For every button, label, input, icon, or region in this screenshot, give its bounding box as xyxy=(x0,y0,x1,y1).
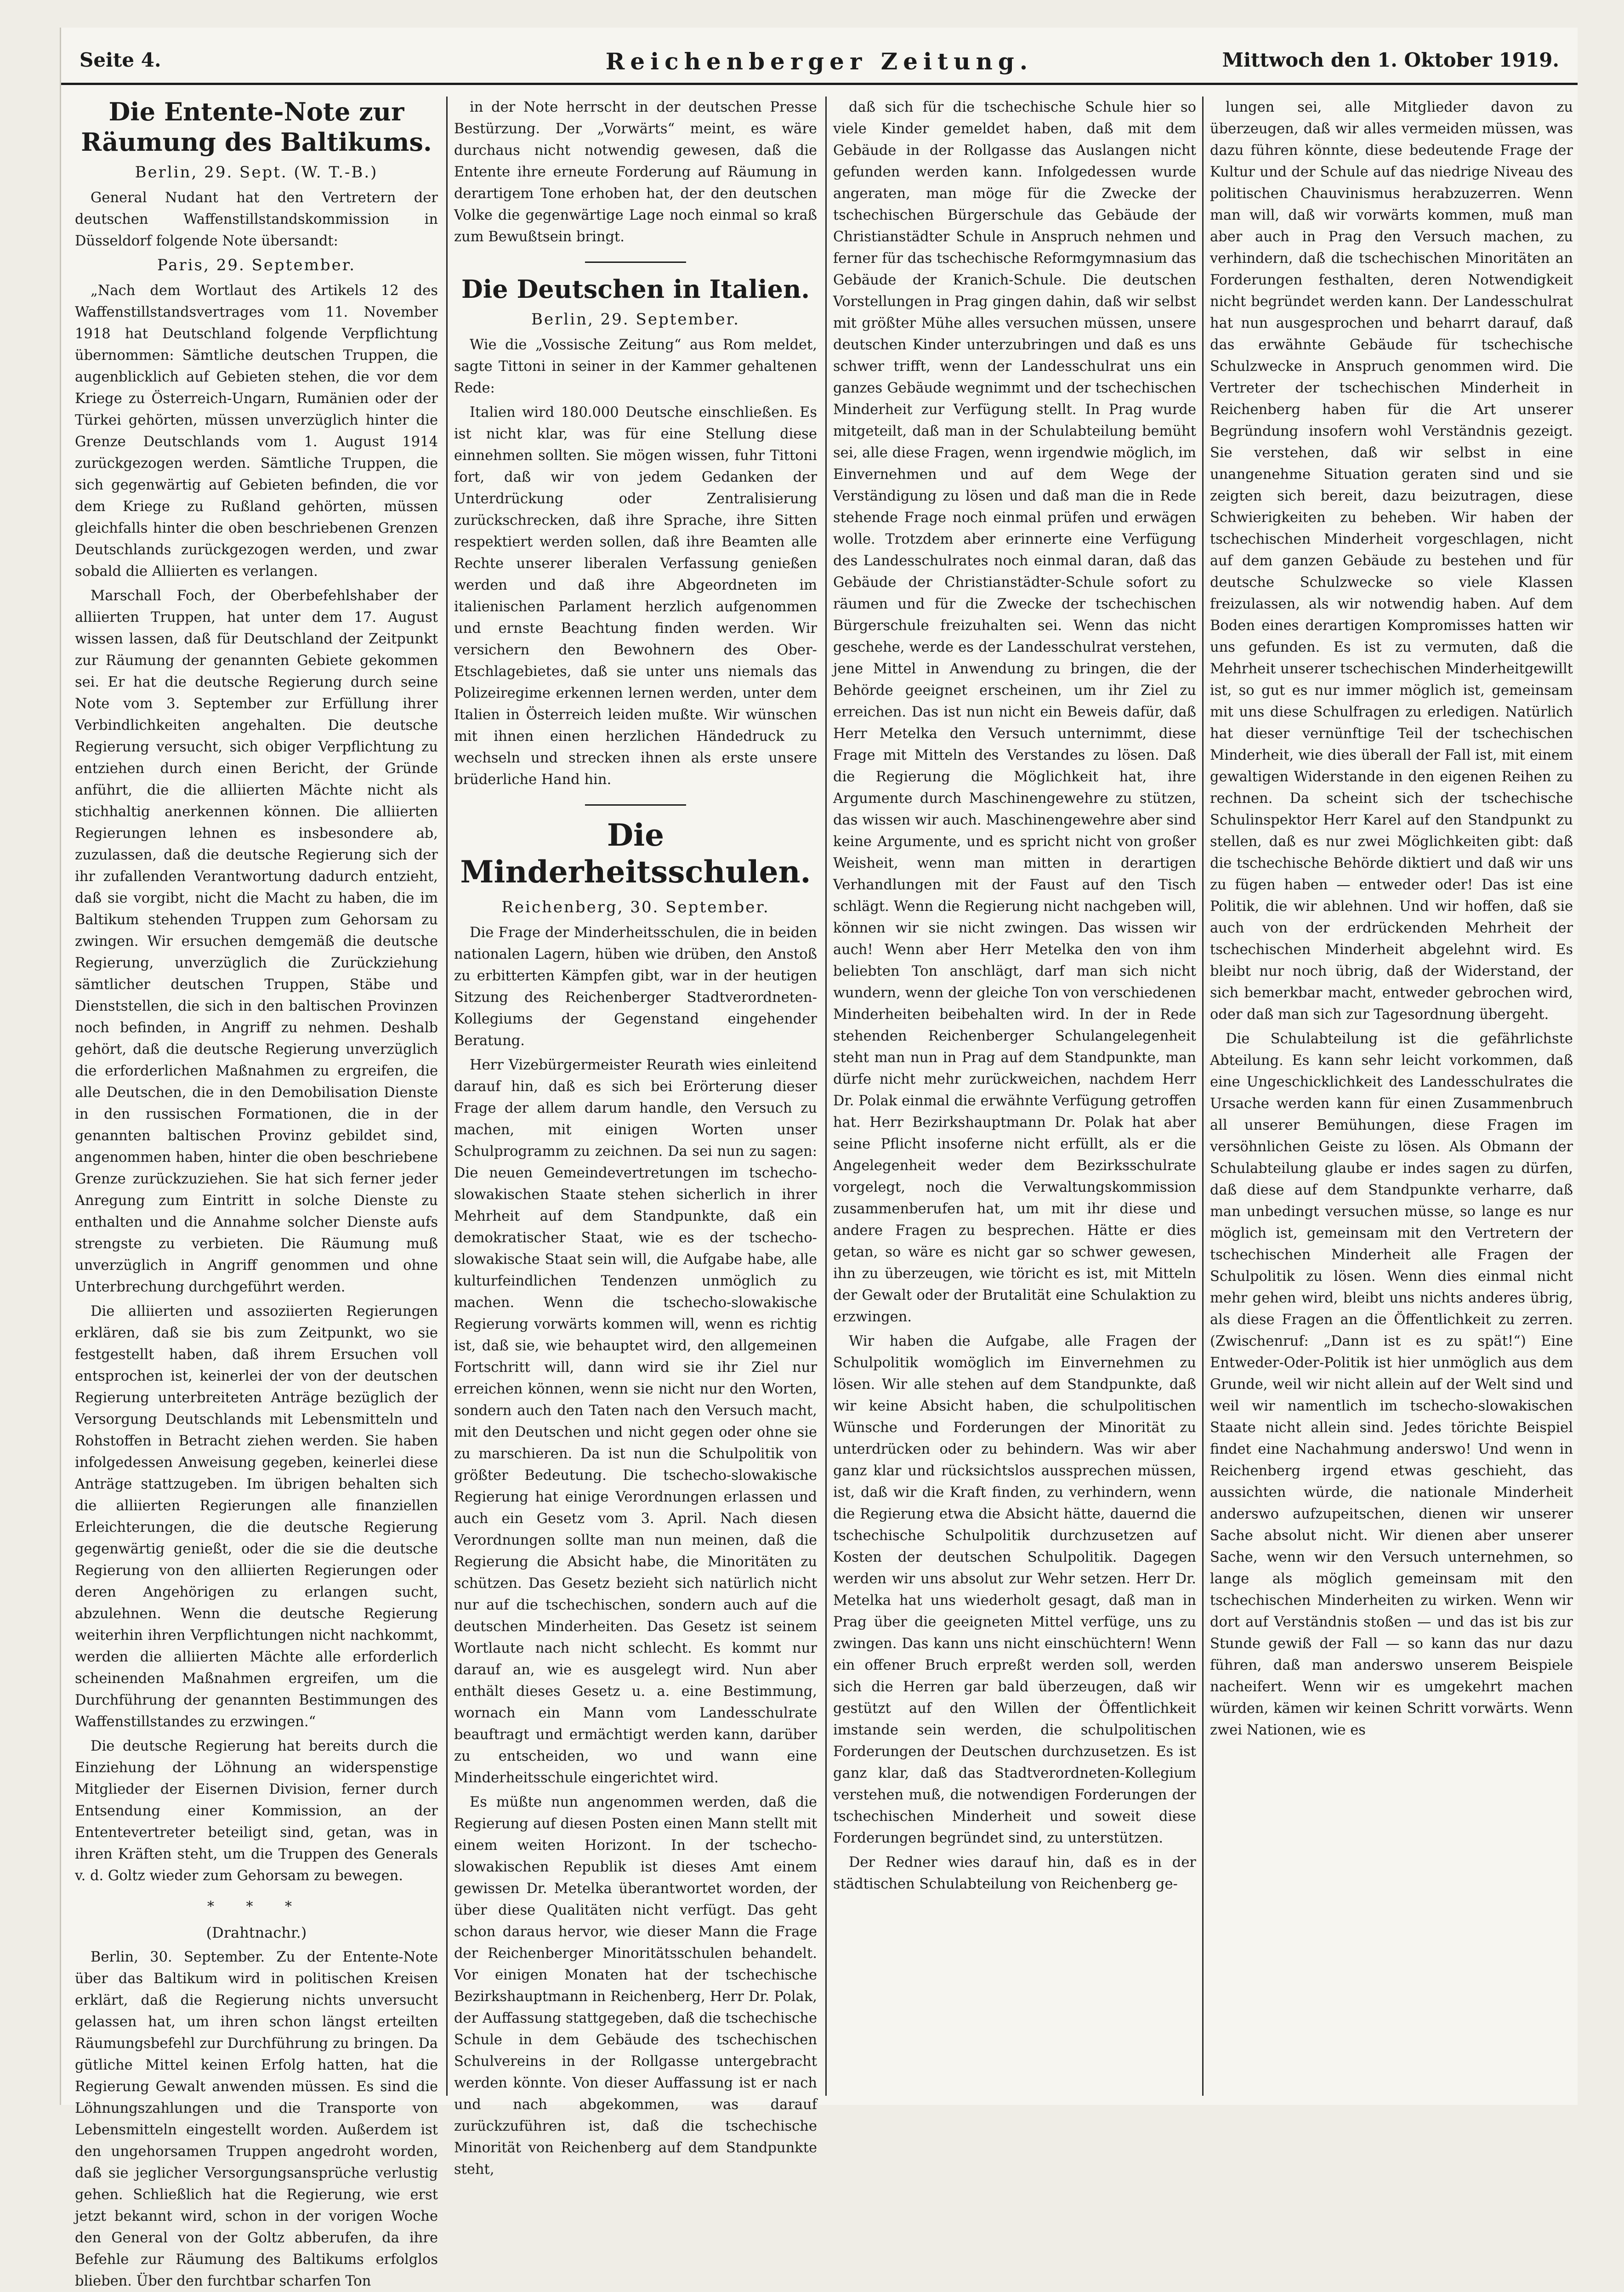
article-paragraph: General Nudant hat den Vertretern der deutschen Waffenstillstandskommission in Düsseldorf folgende Note übersandt: xyxy=(75,190,438,249)
article-paragraph: Italien wird 180.000 Deutsche einschließen. Es ist nicht klar, was für eine Stellung diese einnehmen sollten. Sie mögen wissen, fuhr Tittoni fort, daß wir von jedem Gedanken der Unterdrückung oder Zentralisierung zurückschrecken, daß ihre Sprache, ihre Sitten respektiert werden sollen, daß ihre Beamten alle Rechte unserer liberalen Verfassung genießen werden und daß ihre Abgeordneten im italienischen Parlament herzlich aufgenommen und ernste Beachtung finden werden. Wir versichern den Bewohnern des Ober-Etschlagebietes, daß sie unter uns niemals das Polizeiregime erkennen lernen werden, unter dem Italien in Österreich leiden mußte. Wir wünschen mit ihnen einen herzlichen Händedruck zu wechseln und strecken ihnen als erste unsere brüderliche Hand hin. xyxy=(454,404,817,788)
column-3 xyxy=(833,97,1196,2096)
article-paragraph: Die deutsche Regierung hat bereits durch die Einziehung der Löhnung an widerspenstige Mitglieder der Eisernen Division, ferner durch Entsendung einer Kommission, an der Ententevertreter beteiligt sind, getan, was in ihren Kräften steht, um die Truppen des Generals v. d. Goltz wieder zum Gehorsam zu bewegen. xyxy=(75,1738,438,1884)
article-paragraph: Die Schulabteilung ist die gefährlichste Abteilung. Es kann sehr leicht vorkommen, daß eine Ungeschicklichkeit des Landesschulrates die Ursache werden kann für einen Zusammenbruch all unserer Bemühungen, diese Fragen im versöhnlichen Geiste zu lösen. Als Obmann der Schulabteilung glaube er indes sagen zu dürfen, daß diese auf dem Standpunkte verharre, daß man unbedingt versuchen müsse, so lange es nur möglich ist, gemeinsam mit den Vertretern der tschechischen Minderheit alle Fragen der Schulpolitik zu lösen. Wenn dies einmal nicht mehr gehen wird, bleibt uns nichts anderes übrig, als diese Fragen an die Öffentlichkeit zu zerren. (Zwischenruf: „Dann ist es zu spät!“) Eine Entweder-Oder-Politik ist hier unmöglich aus dem Grunde, weil wir nicht allein auf der Welt sind und weil wir namentlich im tschecho-slowakischen Staate nicht allein sind. Jedes törichte Beispiel findet eine Nachahmung anderswo! Und wenn in Reichenberg irgend etwas geschieht, das aussichten würde, die nationale Minderheit anderswo aufzupeitschen, dienen wir unserer Sache absolut nicht. Wir dienen aber unserer Sache, wenn wir den Versuch unternehmen, so lange als möglich gemeinsam mit den tschechischen Minderheiten zu wirken. Wenn wir dort auf Verständnis stoßen — und das ist bis zur Stunde gewiß der Fall — so kann das nur dazu führen, daß man anderswo unserem Beispiele nacheifert. Wenn wir es umgekehrt machen würden, kämen wir keinen Schritt vorwärts. Wenn zwei Nationen, wie es xyxy=(1210,1031,1573,1738)
article-separator xyxy=(585,262,686,263)
article-paragraph: Die Frage der Minderheitsschulen, die in beiden nationalen Lagern, hüben wie drüben, den Anstoß zu erbitterten Kämpfen gibt, war in der heutigen Sitzung des Reichenberger Stadtverordneten-Kollegiums der Gegenstand eingehender Beratung. xyxy=(454,925,817,1049)
article-separator xyxy=(585,804,686,806)
article-paragraph: Wir haben die Aufgabe, alle Fragen der Schulpolitik womöglich im Einvernehmen zu lösen. Wir alle stehen auf dem Standpunkte, daß wir keine Absicht haben, die schulpolitischen Wünsche und Forderungen der Minorität zu unterdrücken oder zu behindern. Was wir aber ganz klar und rücksichtslos aussprechen müssen, ist, daß wir die Kraft finden, zu verhindern, wenn die Regierung etwa die Absicht hätte, dauernd die tschechische Schulpolitik durchzusetzen auf Kosten der deutschen Schulpolitik. Dagegen werden wir uns absolut zur Wehr setzen. Herr Dr. Metelka hat uns wiederholt gesagt, daß man in Prag über die geeigneten Mittel verfüge, uns zu zwingen. Das kann uns nicht einschüchtern! Wenn ein offener Bruch erpreßt werden soll, werden sich die Herren gar bald überzeugen, daß wir gestützt auf den Willen der Öffentlichkeit imstande sein werden, die schulpolitischen Forderungen der Deutschen durchzusetzen. Es ist ganz klar, daß das Stadtverordneten-Kollegium verstehen muß, die notwendigen Forderungen der tschechischen Minderheit und soweit diese Forderungen begründet sind, zu unterstützen. xyxy=(833,1333,1196,1846)
article-headline-italien: Die Deutschen in Italien. xyxy=(461,274,810,304)
article-paragraph: Die alliierten und assoziierten Regierungen erklären, daß sie bis zum Zeitpunkt, wo sie festgestellt haben, daß ihrem Ersuchen voll entsprochen ist, keinerlei der von der deutschen Regierung unterbreiteten Anträge bezüglich der Versorgung Deutschlands mit Lebensmitteln und Rohstoffen in Betracht ziehen werden. Sie haben infolgedessen Anweisung gegeben, keinerlei diese Anträge stattzugeben. Im übrigen behalten sich die alliierten Regierungen alle finanziellen Erleichterungen, die die deutsche Regierung gegenwärtig genießt, oder die sie die deutsche Regierung von den alliierten Regierungen oder deren Angehörigen zu erlangen sucht, abzulehnen. Wenn die deutsche Regierung weiterhin ihren Verpflichtungen nicht nachkommt, werden die alliierten Mächte alle erforderlich scheinenden Maßnahmen ergreifen, um die Durchführung der genannten Bestimmungen des Waffenstillstandes zu erzwingen.“ xyxy=(75,1303,438,1730)
article-paragraph: „Nach dem Wortlaut des Artikels 12 des Waffenstillstandsvertrages vom 11. November 1918 hat Deutschland folgende Verpflichtung übernommen: Sämtliche deutschen Truppen, die augenblicklich auf Gebieten stehen, die vor dem Kriege zu Österreich-Ungarn, Rumänien oder der Türkei gehörten, müssen unverzüglich hinter die Grenze Deutschlands vom 1. August 1914 zurückgezogen werden. Sämtliche Truppen, die sich gegenwärtig auf Gebieten befinden, die vor dem Kriege zu Rußland gehörten, müssen gleichfalls hinter die oben beschriebenen Grenzen Deutschlands zurückgezogen werden, und zwar sobald die Alliierten es verlangen. xyxy=(75,283,438,580)
column-rule xyxy=(446,97,448,2096)
section-stars: * * * xyxy=(207,1899,306,1915)
masthead xyxy=(61,46,1578,85)
newspaper-title: Reichenberger Zeitung. xyxy=(605,48,1033,75)
article-paragraph: Der Redner wies darauf hin, daß es in der städtischen Schulabteilung von Reichenberg ge- xyxy=(833,1854,1196,1892)
article-headline-minderheitsschulen: Die Minderheitsschulen. xyxy=(460,817,811,890)
article-paragraph: Herr Vizebürgermeister Reurath wies einleitend darauf hin, daß es sich bei Erörterung dieser Frage der allem darum handle, den Versuch zu machen, mit einigen Worten unser Schulprogramm zu zeichnen. Da sei nun zu sagen: Die neuen Gemeindevertretungen im tschecho-slowakischen Staate stehen sicherlich in ihrer Mehrheit auf dem Standpunkte, daß ein demokratischer Staat, wie es der tschecho-slowakische Staat sein will, die Aufgabe habe, alle kulturfeindlichen Tendenzen unmöglich zu machen. Wenn die tschecho-slowakische Regierung vorwärts kommen will, wenn es richtig ist, daß sie, wie behauptet wird, den allgemeinen Fortschritt will, dann wird sie ihr Ziel nur erreichen können, wenn sie nicht nur den Worten, sondern auch den Taten nach den Versuch macht, mit den Deutschen und nicht gegen oder ohne sie zu marschieren. Da ist nun die Schulpolitik von größter Bedeutung. Die tschecho-slowakische Regierung hat einige Verordnungen erlassen und auch ein Gesetz vom 3. April. Nach diesen Verordnungen sollte man nun meinen, daß die Regierung die Absicht habe, die Minoritäten zu schützen. Das Gesetz bezieht sich natürlich nicht nur auf die tschechischen, sondern auch auf die deutschen Minderheiten. Das Gesetz ist seinem Wortlaute nach nicht schlecht. Es kommt nur darauf an, wie es ausgelegt wird. Nun aber enthält dieses Gesetz u. a. eine Bestimmung, wornach ein Mann vom Landesschulrate beauftragt und ermächtigt werden kann, darüber zu entscheiden, wo und wann eine Minderheitsschule eingerichtet wird. xyxy=(454,1057,817,1786)
article-paragraph: Berlin, 30. September. Zu der Entente-Note über das Baltikum wird in politischen Kreisen erklärt, daß die Regierung nichts unversucht gelassen hat, um ihren schon längst erteilten Räumungsbefehl zur Durchführung zu bringen. Da gütliche Mittel keinen Erfolg hatten, hat die Regierung Gewalt anwenden müssen. Es sind die Löhnungszahlungen und die Transporte von Lebensmitteln eingestellt worden. Außerdem ist den ungehorsamen Truppen angedroht worden, daß sie jeglicher Versorgungsansprüche verlustig gehen. Schließlich hat die Regierung, wie erst jetzt bekannt wird, schon in der vorigen Woche den General von der Goltz abberufen, da ihre Befehle zur Räumung des Baltikums erfolglos blieben. Über den furchtbar scharfen Ton xyxy=(75,1949,438,2289)
article-dateline: Berlin, 29. September. xyxy=(531,310,740,329)
newspaper-page xyxy=(60,28,1578,2289)
column-2 xyxy=(454,97,817,2178)
wire-tag: (Drahtnachr.) xyxy=(206,1924,307,1941)
page-number: Seite 4. xyxy=(79,49,161,71)
article-dateline: Reichenberg, 30. September. xyxy=(501,898,770,916)
article-headline-entente-note: Die Entente-Note zur Räumung des Baltikums. xyxy=(81,97,432,157)
article-dateline: Berlin, 29. Sept. (W. T.-B.) xyxy=(135,163,378,182)
article-paragraph: Wie die „Vossische Zeitung“ aus Rom meldet, sagte Tittoni in seiner in der Kammer gehaltenen Rede: xyxy=(454,337,817,396)
article-paragraph: daß sich für die tschechische Schule hier so viele Kinder gemeldet haben, daß mit dem Gebäude in der Rollgasse das Auslangen nicht gefunden werden kann. Infolgedessen wurde angeraten, man möge für die Zwecke der tschechischen Bürgerschule das Gebäude der Christianstädter Schule in Anspruch nehmen und ferner für das tschechische Reformgymnasium das Gebäude der Kranich-Schule. Die deutschen Vorstellungen in Prag gingen dahin, daß wir selbst mit größter Mühe alles versuchen müssen, unsere deutschen Kinder unterzubringen und daß es uns schwer trifft, wenn der Landesschulrat uns ein ganzes Gebäude wegnimmt und der tschechischen Minderheit zur Verfügung stellt. In Prag wurde mitgeteilt, daß man in der Schulabteilung bemüht sei, alle diese Fragen, wenn irgendwie möglich, im Einvernehmen und auf dem Wege der Verständigung zu lösen und daß man die in Rede stehende Frage noch einmal prüfen und erwägen wolle. Trotzdem aber erinnerte eine Verfügung des Landesschulrates noch einmal daran, daß das Gebäude der Christianstädter-Schule sofort zu räumen und für die Zwecke der tschechischen Bürgerschule freizuhalten sei. Wenn das nicht geschehe, werde es der Landesschulrat verstehen, jene Mittel in Anwendung zu bringen, die der Behörde geeignet erscheinen, um ihr Ziel zu erreichen. Das ist nun nicht ein Beweis dafür, daß Herr Metelka den Versuch unternimmt, diese Frage mit Mitteln des Verstandes zu lösen. Daß die Regierung die Möglichkeit hat, ihre Argumente durch Maschinengewehre zu stützen, das wissen wir auch. Maschinengewehre aber sind keine Argumente, und es spricht nicht von großer Weisheit, wenn man mitten in derartigen Verhandlungen mit der Faust auf den Tisch schlägt. Wenn die Regierung nicht nachgeben will, können wir sie nicht zwingen. Das wissen wir auch! Wenn aber Herr Metelka den von ihm beliebten Ton anschlägt, darf man sich nicht wundern, wenn der gleiche Ton von verschiedenen Minderheiten beibehalten wird. In der in Rede stehenden Reichenberger Schulangelegenheit steht man nun in Prag auf dem Standpunkte, man dürfe nicht mehr zurückweichen, nachdem Herr Dr. Polak einmal die erwähnte Verfügung getroffen hat. Herr Bezirkshauptmann Dr. Polak hat aber seine Pflicht insoferne nicht erfüllt, als er die Angelegenheit weder dem Bezirksschulrate vorgelegt, noch die Verwaltungskommission zusammenberufen hat, um mit ihr diese und andere Fragen zu besprechen. Hätte er dies getan, so wäre es nicht gar so schwer gewesen, ihn zu überzeugen, wie töricht es ist, mit Mitteln der Gewalt oder der Brutalität eine Schulaktion zu erzwingen. xyxy=(833,99,1196,1325)
column-rule xyxy=(1202,97,1204,2096)
column-4 xyxy=(1210,97,1573,2096)
article-paragraph: lungen sei, alle Mitglieder davon zu überzeugen, daß wir alles vermeiden müssen, was dazu führen könnte, diese bedeutende Frage der Kultur und der Schule auf das niedrige Niveau des politischen Chauvinismus herabzuzerren. Wenn man will, daß wir vorwärts kommen, muß man aber auch in Prag den Versuch machen, zu verhindern, daß die tschechischen Minoritäten an Forderungen festhalten, deren Notwendigkeit nicht begründet werden kann. Der Landesschulrat hat nun ausgesprochen und beharrt darauf, daß das erwähnte Gebäude für tschechische Schulzwecke in Anspruch genommen wird. Die Vertreter der tschechischen Minderheit in Reichenberg haben für die Art unserer Begründung insofern wohl Verständnis gezeigt. Sie verstehen, daß wir selbst in eine unangenehme Situation geraten sind und sie zeigten sich bereit, dazu beizutragen, diese Schwierigkeiten zu beheben. Wir haben der tschechischen Minderheit vorgeschlagen, nicht auf dem ganzen Gebäude zu bestehen und für deutsche Schulzwecke so viele Klassen freizulassen, als wir notwendig haben. Auf dem Boden eines derartigen Kompromisses hatten wir uns gefunden. Es ist zu vermuten, daß die Mehrheit unserer tschechischen Minderheitgewillt ist, so gut es nur immer möglich ist, gemeinsam mit uns diese Schulfragen zu erledigen. Natürlich hat dieser vernünftige Teil der tschechischen Minderheit, wie dies überall der Fall ist, mit einem gewaltigen Widerstande in den eigenen Reihen zu rechnen. Da scheint sich der tschechische Schulinspektor Herr Karel auf den Standpunkt zu stellen, daß es nur zwei Möglichkeiten gibt: daß die tschechische Behörde diktiert und daß wir uns zu fügen haben — entweder oder! Das ist eine Politik, die wir ablehnen. Und wir hoffen, daß sie auch von der erdrückenden Mehrheit der tschechischen Minderheit abgelehnt wird. Es bleibt nur noch übrig, daß der Widerstand, der sich bemerkbar macht, entweder gebrochen wird, oder daß man sich zur Tagesordnung übergeht. xyxy=(1210,99,1573,1023)
issue-date: Mittwoch den 1. Oktober 1919. xyxy=(1222,49,1559,71)
article-paragraph: Es müßte nun angenommen werden, daß die Regierung auf diesen Posten einen Mann stellt mit einem weiten Horizont. In der tschecho-slowakischen Republik ist dieses Amt einem gewissen Dr. Metelka überantwortet worden, der über diese Qualitäten nicht verfügt. Das geht schon daraus hervor, wie dieser Mann die Frage der Reichenberger Minoritätsschulen behandelt. Vor einigen Monaten hat der tschechische Bezirkshauptmann in Reichenberg, Herr Dr. Polak, der Auffassung stattgegeben, daß die tschechische Schule in dem Gebäude des tschechischen Schulvereins in der Rollgasse untergebracht werden könnte. Von dieser Auffassung ist er nach und nach abgekommen, was darauf zurückzuführen ist, daß die tschechische Minorität von Reichenberg auf dem Standpunkte steht, xyxy=(454,1794,817,2178)
column-1 xyxy=(75,97,438,2289)
article-dateline: Paris, 29. September. xyxy=(157,256,356,274)
article-paragraph: Marschall Foch, der Oberbefehlshaber der alliierten Truppen, hat unter dem 17. August wissen lassen, daß für Deutschland der Zeitpunkt zur Räumung der genannten Gebiete gekommen sei. Er hat die deutsche Regierung durch seine Note vom 3. September zur Erfüllung ihrer Verbindlichkeiten angehalten. Die deutsche Regierung versucht, sich obiger Verpflichtung zu entziehen durch einen Bericht, der Gründe anführt, die die alliierten Mächte nicht als stichhaltig anerkennen können. Die alliierten Regierungen lehnen es insbesondere ab, zuzulassen, daß die deutsche Regierung sich der ihr zufallenden Verantwortung dadurch entzieht, daß sie vorgibt, nicht die Macht zu haben, die im Baltikum stehenden Truppen zum Gehorsam zu zwingen. Wir ersuchen demgemäß die deutsche Regierung, unverzüglich die Zurückziehung sämtlicher deutschen Truppen, Stäbe und Dienststellen, die sich in den baltischen Provinzen noch befinden, in Angriff zu nehmen. Deshalb gehört, daß die deutsche Regierung unverzüglich die erforderlichen Maßnahmen zu ergreifen, die alle Deutschen, die in den Demobilisation Dienste in den russischen Formationen, die in der genannten baltischen Provinz gebildet sind, angenommen haben, hinter die oben beschriebene Grenze zurückzuziehen. Sie hat sich ferner jeder Anregung zum Eintritt in solche Dienste zu enthalten und die Annahme solcher Dienste aufs strengste zu verbieten. Die Räumung muß unverzüglich in Angriff genommen und ohne Unterbrechung durchgeführt werden. xyxy=(75,588,438,1295)
article-paragraph: in der Note herrscht in der deutschen Presse Bestürzung. Der „Vorwärts“ meint, es wäre durchaus nicht notwendig gewesen, daß die Entente ihre erneute Forderung auf Räumung in derartigem Tone erhoben hat, der den deutschen Volke die gegenwärtige Lage noch einmal so kraß zum Bewußtsein bringt. xyxy=(454,99,817,245)
column-rule xyxy=(825,97,827,2096)
